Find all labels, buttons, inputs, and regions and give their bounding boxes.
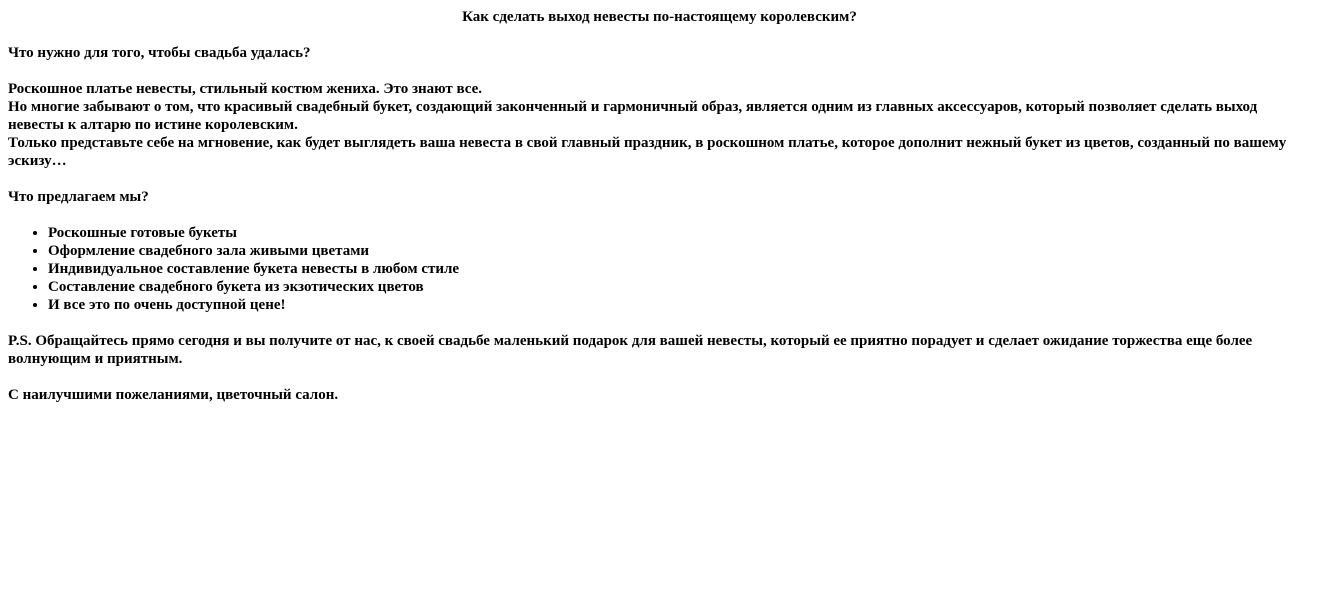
list-item: • Индивидуальное составление букета невесты в любом стиле xyxy=(48,260,1311,278)
question-heading: Что нужно для того, чтобы свадьба удалась? xyxy=(8,45,311,61)
list-item: • И все это по очень доступной цене! xyxy=(48,296,1311,314)
list-item: • Составление свадебного букета из экзотических цветов xyxy=(48,278,1311,296)
signature: С наилучшими пожеланиями, цветочный салон. xyxy=(8,387,339,403)
postscript-paragraph: P.S. Обращайтесь прямо сегодня и вы получите от нас, к своей свадьбе маленький подарок для вашей невесты, который ее приятно порадует и сделает ожидание торжества еще более волнующим и приятным. xyxy=(8,333,1253,367)
offer-heading: Что предлагаем мы? xyxy=(8,189,149,205)
intro-line: Только представьте себе на мгновение, как будет выглядеть ваша невеста в свой главный праздник, в роскошном платье, которое дополнит нежный букет из цветов, созданный по вашему эскизу… xyxy=(8,135,1287,169)
intro-line: Роскошное платье невесты, стильный костюм жениха. Это знают все. xyxy=(8,81,483,97)
list-item: • Оформление свадебного зала живыми цветами xyxy=(48,242,1311,260)
list-item: • Роскошные готовые букеты xyxy=(48,224,1311,242)
offer-list xyxy=(8,224,1311,314)
page-title: Как сделать выход невесты по-настоящему королевским? xyxy=(462,9,857,25)
intro-line: Но многие забывают о том, что красивый свадебный букет, создающий законченный и гармоничный образ, является одним из главных аксессуаров, который позволяет сделать выход невесты к алтарю по истине королевским. xyxy=(8,99,1258,133)
intro-paragraph xyxy=(8,80,1311,170)
